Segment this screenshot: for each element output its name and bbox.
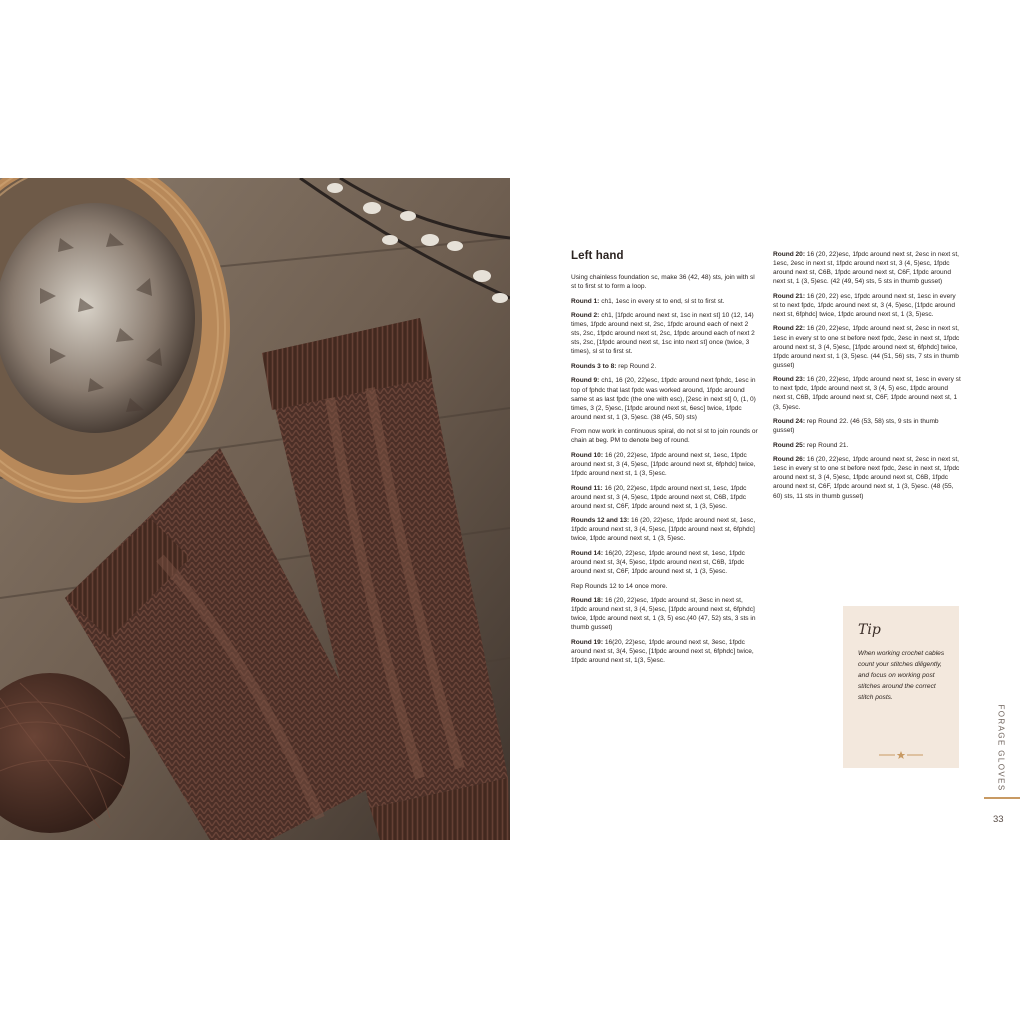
round-label: Round 18: bbox=[571, 597, 604, 605]
round-instructions: From now work in continuous spiral, do not sl st to join rounds or chain at beg. PM to denote beg of round. bbox=[571, 428, 758, 445]
round-label: Round 22: bbox=[773, 325, 806, 333]
pattern-round bbox=[571, 376, 759, 421]
round-label: Round 14: bbox=[571, 549, 604, 557]
tip-box bbox=[843, 606, 959, 768]
page-number: 33 bbox=[993, 814, 1004, 825]
pattern-round bbox=[571, 297, 759, 306]
round-instructions: 16 (20, 22)esc, 1fpdc around next st, 2esc in next st, 1esc, 2esc in next st, 1fpdc around next st, 3 (4, 5)esc, 1fpdc around next st, C6B, 1fpdc around next st, C6F, 1fpdc around next st, 1 (3, 5)esc. (42 (49, 54) sts, 5 sts in thumb gusset) bbox=[773, 251, 959, 286]
round-instructions: ch1, 1esc in every st to end, sl st to first st. bbox=[599, 297, 725, 305]
chapter-title: FORAGE GLOVES bbox=[996, 704, 1006, 792]
round-label: Round 23: bbox=[773, 376, 806, 384]
round-label: Round 24: bbox=[773, 418, 806, 426]
round-instructions: 16 (20, 22)esc, 1fpdc around next st, 2esc in next st, 1esc in every st to one st before next fpdc, 2esc in next st, 1fpdc around next st, 3 (4, 5)esc, [1fpdc around next st, 6fphdc] twice, 1fpdc around next st, 1 (3, 5)esc. (44 (51, 56) sts, 7 sts in thumb gusset) bbox=[773, 325, 960, 369]
round-label: Round 19: bbox=[571, 638, 604, 646]
round-label: Rounds 3 to 8: bbox=[571, 362, 617, 370]
round-instructions: 16 (20, 22)esc, 1fpdc around st, 3esc in next st, 1fpdc around next st, 3 (4, 5)esc, [1fpdc around next st, 6fphdc] twice, 1fpdc around next st, 1 (3, 5) esc.(40 (47, 52) sts, 3 sts in thumb gusset) bbox=[571, 597, 756, 632]
round-instructions: 16 (20, 22)esc, 1fpdc around next st, 1esc in every st to next fpdc, 1fpdc around next st, 3 (4, 5) esc, 1fpdc around next st, C6B, 1fpdc around next st, C6F, 1fpdc around next st, 1 (3, 5)esc. bbox=[773, 376, 961, 411]
section-title: Left hand bbox=[571, 250, 624, 262]
tip-title: Tip bbox=[858, 622, 881, 638]
star-ornament-icon bbox=[879, 750, 923, 760]
pattern-round bbox=[773, 250, 961, 286]
round-instructions: 16 (20, 22)esc, 1fpdc around next st, 1esc, 1fpdc around next st, 3 (4, 5)esc, [1fpdc around next st, 6fphdc] twice, 1fpdc around next st, 1 (3, 5)esc. bbox=[571, 517, 756, 543]
pattern-round bbox=[571, 582, 759, 591]
round-label: Round 26: bbox=[773, 456, 806, 464]
pattern-round bbox=[571, 451, 759, 478]
pattern-round bbox=[571, 516, 759, 543]
pattern-column-2 bbox=[773, 250, 961, 506]
pattern-round bbox=[571, 311, 759, 356]
pattern-round bbox=[571, 484, 759, 511]
pattern-round bbox=[773, 375, 961, 411]
round-label: Round 1: bbox=[571, 297, 600, 305]
round-instructions: ch1, [1fpdc around next st, 1sc in next st] 10 (12, 14) times, 1fpdc around next st, 2sc, 1fpdc around each of next 2 sts, 2sc, 1fpdc around next st, 2sc, 1fpdc around each of next 2 sts, 2sc, [1fpdc around next st, 1sc into next st] once (twice, 3 times), sl st to first st. bbox=[571, 312, 755, 356]
pattern-round bbox=[773, 324, 961, 369]
round-label: Round 9: bbox=[571, 377, 600, 385]
round-instructions: 16 (20, 22)esc, 1fpdc around next st, 1esc, 1fpdc around next st, 3 (4, 5)esc, [1fpdc around next st, 6fphdc] twice, 1fpdc around next st, 1 (3, 5)esc. bbox=[571, 451, 756, 478]
round-instructions: rep Round 21. bbox=[805, 441, 849, 449]
round-instructions: 16 (20, 22)esc, 1fpdc around next st, 2esc in next st, 1esc in every st to one st before next fpdc, 2esc in next st, 1fpdc around next st, 3 (4, 5)esc, 1fpdc around next st, C6B, 1fpdc around next st, C6F, 1fpdc around next st, 1 (3, 5)esc. (48 (55, 60) sts, 11 sts in thumb gusset) bbox=[773, 456, 960, 500]
pattern-round bbox=[773, 441, 961, 450]
round-instructions: 16 (20, 22)esc, 1fpdc around next st, 1esc, 1fpdc around next st, 3 (4, 5)esc, 1fpdc around next st, C6B, 1fpdc around next st, C6F, 1fpdc around next st, 1 (3, 5)esc. bbox=[571, 484, 747, 510]
round-instructions: 16(20, 22)esc, 1fpdc around next st, 3esc, 1fpdc around next st, 3(4, 5)esc, [1fpdc around next st, 6fphdc] twice, 1fpdc around next st, 1(3, 5)esc. bbox=[571, 638, 754, 664]
tip-text: When working crochet cables count your stitches diligently, and focus on working post stitches around the correct stitch posts. bbox=[858, 650, 945, 701]
pattern-round bbox=[773, 292, 961, 319]
round-list-1 bbox=[571, 297, 759, 665]
intro-text: Using chainless foundation sc, make 36 (42, 48) sts, join with sl st to first st to form a loop. bbox=[571, 274, 755, 291]
round-instructions: rep Round 2. bbox=[616, 362, 657, 370]
round-instructions: rep Round 22. (46 (53, 58) sts, 9 sts in thumb gusset) bbox=[773, 418, 939, 435]
round-list-2 bbox=[773, 250, 961, 501]
round-label: Round 21: bbox=[773, 292, 806, 300]
pattern-round bbox=[571, 549, 759, 576]
round-instructions: 16(20, 22)esc, 1fpdc around next st, 1esc, 1fpdc around next st, 3(4, 5)esc, 1fpdc around next st, C6B, 1fpdc around next st, C6F, 1fpdc around next st, 1 (3, 5)esc. bbox=[571, 549, 745, 576]
pattern-round bbox=[773, 455, 961, 500]
pattern-photo bbox=[0, 178, 510, 840]
pattern-column-1 bbox=[571, 250, 759, 670]
pattern-round bbox=[571, 596, 759, 632]
pattern-round bbox=[571, 362, 759, 371]
round-label: Round 20: bbox=[773, 251, 806, 258]
chapter-side-label bbox=[995, 704, 1007, 792]
pattern-round bbox=[773, 417, 961, 435]
round-label: Round 11: bbox=[571, 484, 603, 492]
round-label: Round 25: bbox=[773, 441, 806, 449]
round-label: Round 2: bbox=[571, 312, 600, 320]
round-instructions: 16 (20, 22) esc, 1fpdc around next st, 1esc in every st to next fpdc, 1fpdc around next st, 3 (4, 5)esc, [1fpdc around next st, 6fphdc] twice, 1fpdc around next st, 1 (3, 5)esc. bbox=[773, 292, 956, 318]
round-label: Rounds 12 and 13: bbox=[571, 517, 630, 525]
pattern-round bbox=[571, 638, 759, 665]
round-instructions: ch1, 16 (20, 22)esc, 1fpdc around next fphdc, 1esc in top of fphdc that last fpdc was worked around, 1fpdc around same st as last fpdc (the one with esc), [2esc in next st] 0, (1, 0) times, 3 (2, 5)esc, [1fpdc around next st, 6esc] twice, 1fpdc around next st, 1 (3, 5)esc. (38 (45, 50) sts) bbox=[571, 377, 756, 421]
round-instructions: Rep Rounds 12 to 14 once more. bbox=[571, 582, 668, 590]
accent-rule bbox=[984, 797, 1020, 799]
pattern-round bbox=[571, 427, 759, 445]
round-label: Round 10: bbox=[571, 451, 604, 459]
